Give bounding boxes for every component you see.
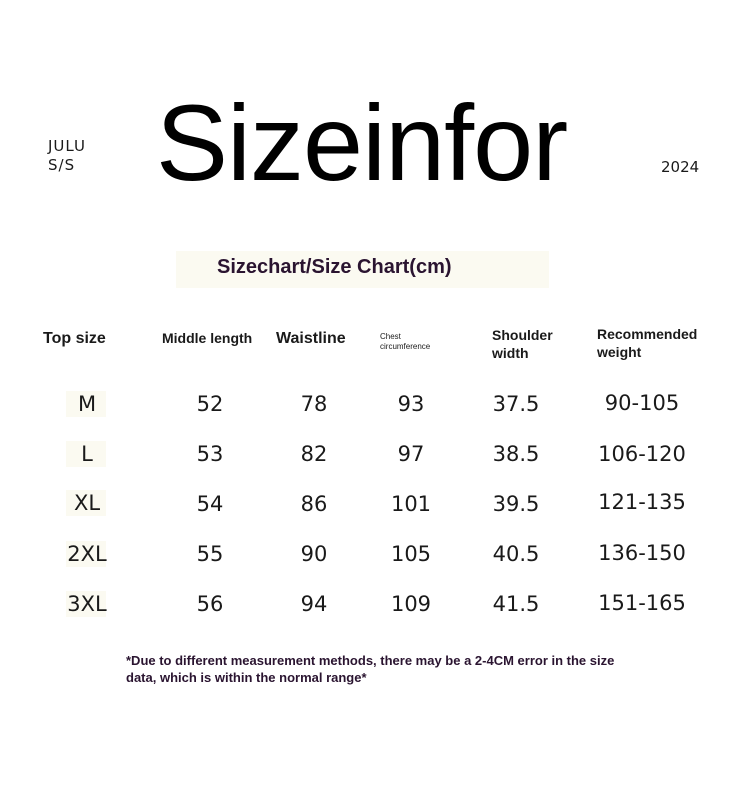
brand-name: JULU bbox=[48, 137, 86, 155]
waistline-cell: 94 bbox=[300, 592, 328, 616]
brand-label bbox=[48, 137, 86, 175]
shoulder-cell: 37.5 bbox=[492, 392, 540, 416]
header-chest: Chest circumference bbox=[380, 332, 431, 351]
size-cell: XL bbox=[73, 491, 101, 515]
size-cell: L bbox=[81, 442, 93, 466]
size-cell: 3XL bbox=[67, 592, 107, 616]
size-cell: M bbox=[77, 392, 97, 416]
brand-season: S/S bbox=[48, 156, 76, 174]
middle-length-cell: 52 bbox=[196, 392, 224, 416]
shoulder-cell: 40.5 bbox=[492, 542, 540, 566]
waistline-cell: 90 bbox=[300, 542, 328, 566]
chart-title: Sizechart/Size Chart(cm) bbox=[217, 256, 452, 278]
chest-cell: 93 bbox=[397, 392, 425, 416]
middle-length-cell: 53 bbox=[196, 442, 224, 466]
header-waistline: Waistline bbox=[276, 330, 346, 347]
header-shoulder-width: Shoulder width bbox=[492, 327, 553, 361]
header-top-size: Top size bbox=[43, 330, 106, 347]
header-recommended-weight: Recommended weight bbox=[597, 326, 698, 360]
waistline-cell: 82 bbox=[300, 442, 328, 466]
page-title: Sizeinfor bbox=[156, 82, 568, 203]
shoulder-cell: 38.5 bbox=[492, 442, 540, 466]
shoulder-cell: 41.5 bbox=[492, 592, 540, 616]
weight-cell: 106-120 bbox=[598, 442, 686, 466]
size-cell: 2XL bbox=[67, 542, 107, 566]
middle-length-cell: 54 bbox=[196, 492, 224, 516]
weight-cell: 136-150 bbox=[598, 541, 686, 565]
middle-length-cell: 56 bbox=[196, 592, 224, 616]
chest-cell: 101 bbox=[390, 492, 432, 516]
waistline-cell: 86 bbox=[300, 492, 328, 516]
chest-cell: 109 bbox=[390, 592, 432, 616]
measurement-note: *Due to different measurement methods, there may be a 2-4CM error in the size data, which is within the normal range* bbox=[126, 653, 615, 685]
shoulder-cell: 39.5 bbox=[492, 492, 540, 516]
weight-cell: 90-105 bbox=[604, 391, 680, 415]
middle-length-cell: 55 bbox=[196, 542, 224, 566]
waistline-cell: 78 bbox=[300, 392, 328, 416]
year-label: 2024 bbox=[661, 158, 700, 176]
weight-cell: 151-165 bbox=[598, 591, 686, 615]
header-middle-length: Middle length bbox=[162, 330, 253, 346]
chest-cell: 97 bbox=[397, 442, 425, 466]
chest-cell: 105 bbox=[390, 542, 432, 566]
weight-cell: 121-135 bbox=[598, 490, 686, 514]
